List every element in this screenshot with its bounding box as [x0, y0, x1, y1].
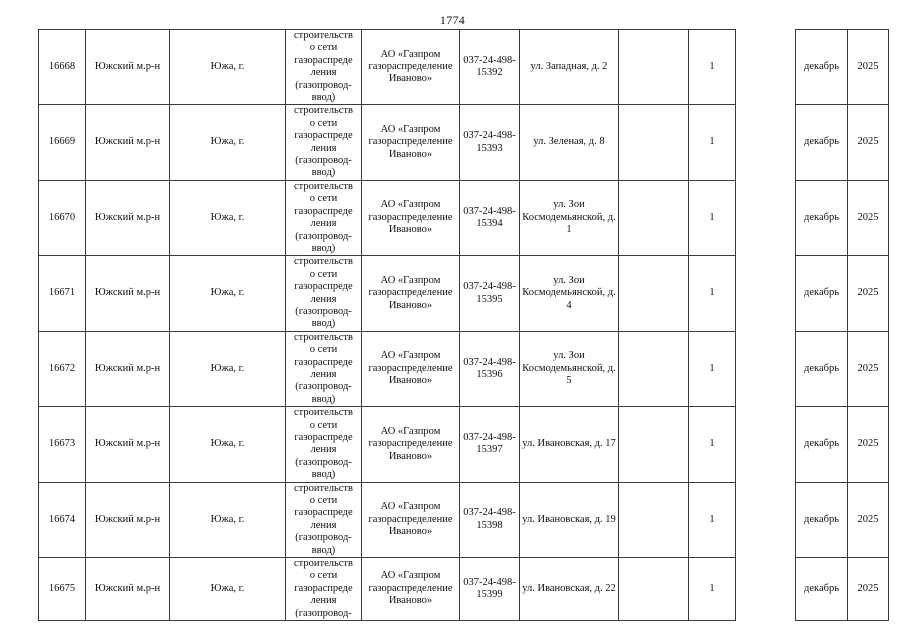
city-cell: Южа, г. — [170, 482, 286, 557]
purpose-line: о сети — [309, 419, 338, 431]
address-cell: ул. Ивановская, д. 22 — [520, 558, 619, 621]
empty-cell — [736, 482, 796, 557]
purpose-line: строительств — [294, 180, 353, 192]
empty-cell — [736, 30, 796, 105]
count-cell: 1 — [689, 105, 736, 180]
year-cell: 2025 — [848, 30, 889, 105]
year-cell: 2025 — [848, 482, 889, 557]
district-cell: Южский м.р-н — [86, 482, 170, 557]
month-cell: декабрь — [796, 558, 848, 621]
purpose-cell — [286, 105, 362, 180]
purpose-line: ления — [310, 218, 337, 230]
empty-cell — [619, 180, 689, 255]
purpose-line: строительств — [294, 256, 353, 268]
code-cell: 037-24-498-15398 — [460, 482, 520, 557]
district-cell: Южский м.р-н — [86, 558, 170, 621]
district-cell: Южский м.р-н — [86, 180, 170, 255]
purpose-line: строительств — [294, 407, 353, 419]
purpose-line: газораспреде — [294, 54, 353, 66]
purpose-line: о сети — [309, 193, 338, 205]
count-cell: 1 — [689, 407, 736, 482]
empty-cell — [619, 558, 689, 621]
city-cell: Южа, г. — [170, 256, 286, 331]
table-row — [39, 105, 889, 180]
year-cell: 2025 — [848, 105, 889, 180]
purpose-line: о сети — [309, 344, 338, 356]
table-row — [39, 482, 889, 557]
count-cell: 1 — [689, 256, 736, 331]
purpose-cell — [286, 30, 362, 105]
organization-cell: АО «Газпром газораспределение Иваново» — [362, 105, 460, 180]
count-cell: 1 — [689, 331, 736, 406]
purpose-line: ввод) — [311, 242, 336, 254]
address-cell: ул. Западная, д. 2 — [520, 30, 619, 105]
address-cell: ул. Зои Космодемьянской, д. 1 — [520, 180, 619, 255]
month-cell: декабрь — [796, 407, 848, 482]
code-cell: 037-24-498-15397 — [460, 407, 520, 482]
organization-cell: АО «Газпром газораспределение Иваново» — [362, 180, 460, 255]
table-row — [39, 558, 889, 621]
purpose-line: ления — [310, 293, 337, 305]
table-row — [39, 180, 889, 255]
purpose-line: газораспреде — [294, 432, 353, 443]
purpose-line: ввод) — [311, 92, 336, 104]
purpose-cell — [286, 558, 362, 621]
purpose-line: (газопровод- — [295, 79, 352, 91]
organization-cell: АО «Газпром газораспределение Иваново» — [362, 407, 460, 482]
organization-cell: АО «Газпром газораспределение Иваново» — [362, 30, 460, 105]
district-cell: Южский м.р-н — [86, 331, 170, 406]
purpose-line: (газопровод- — [295, 381, 352, 393]
purpose-line: строительств — [294, 105, 353, 117]
year-cell: 2025 — [848, 558, 889, 621]
purpose-line: ления — [310, 142, 337, 154]
purpose-line: ввод) — [311, 167, 336, 179]
purpose-line: газораспреде — [294, 205, 353, 217]
table-row — [39, 331, 889, 406]
page-number: 1774 — [439, 13, 466, 27]
count-cell: 1 — [689, 180, 736, 255]
month-cell: декабрь — [796, 105, 848, 180]
purpose-cell — [286, 482, 362, 557]
city-cell: Южа, г. — [170, 331, 286, 406]
organization-cell: АО «Газпром газораспределение Иваново» — [362, 331, 460, 406]
purpose-line: ввод) — [311, 469, 336, 481]
count-cell: 1 — [689, 30, 736, 105]
registry-table — [38, 29, 889, 621]
purpose-line: строительств — [294, 482, 353, 494]
purpose-line: газораспреде — [294, 582, 353, 594]
empty-cell — [736, 407, 796, 482]
code-cell: 037-24-498-15395 — [460, 256, 520, 331]
empty-cell — [736, 180, 796, 255]
purpose-line: ввод) — [311, 544, 336, 556]
month-cell: декабрь — [796, 180, 848, 255]
year-cell: 2025 — [848, 407, 889, 482]
empty-cell — [619, 30, 689, 105]
count-cell: 1 — [689, 482, 736, 557]
city-cell: Южа, г. — [170, 407, 286, 482]
address-cell: ул. Зеленая, д. 8 — [520, 105, 619, 180]
row-number: 16675 — [39, 558, 86, 621]
purpose-line: ления — [310, 519, 337, 531]
district-cell: Южский м.р-н — [86, 30, 170, 105]
code-cell: 037-24-498-15396 — [460, 331, 520, 406]
year-cell: 2025 — [848, 331, 889, 406]
address-cell: ул. Зои Космодемьянской, д. 4 — [520, 256, 619, 331]
purpose-line: ления — [310, 67, 337, 79]
purpose-line: газораспреде — [294, 507, 353, 519]
purpose-line: ввод) — [311, 318, 336, 330]
address-cell: ул. Зои Космодемьянской, д. 5 — [520, 331, 619, 406]
district-cell: Южский м.р-н — [86, 256, 170, 331]
row-number: 16669 — [39, 105, 86, 180]
purpose-line: о сети — [309, 495, 338, 507]
district-cell: Южский м.р-н — [86, 407, 170, 482]
purpose-cell — [286, 331, 362, 406]
purpose-line: строительств — [294, 331, 353, 343]
purpose-line: ления — [310, 368, 337, 380]
purpose-line: о сети — [309, 268, 338, 280]
empty-cell — [619, 256, 689, 331]
purpose-line: ввод) — [311, 393, 336, 405]
address-cell: ул. Ивановская, д. 17 — [520, 407, 619, 482]
row-number: 16674 — [39, 482, 86, 557]
city-cell: Южа, г. — [170, 105, 286, 180]
purpose-line: о сети — [309, 570, 338, 582]
row-number: 16672 — [39, 331, 86, 406]
purpose-line: (газопровод- — [295, 155, 352, 167]
row-number: 16673 — [39, 407, 86, 482]
year-cell: 2025 — [848, 256, 889, 331]
empty-cell — [736, 105, 796, 180]
empty-cell — [619, 331, 689, 406]
table-row — [39, 407, 889, 482]
code-cell: 037-24-498-15399 — [460, 558, 520, 621]
table-row — [39, 30, 889, 105]
empty-cell — [736, 256, 796, 331]
purpose-cell — [286, 256, 362, 331]
month-cell: декабрь — [796, 256, 848, 331]
purpose-line: газораспреде — [294, 130, 353, 142]
month-cell: декабрь — [796, 331, 848, 406]
purpose-line: о сети — [309, 117, 338, 129]
purpose-line: ления — [310, 444, 337, 456]
empty-cell — [736, 558, 796, 621]
purpose-line: (газопровод- — [295, 305, 352, 317]
purpose-line: о сети — [309, 42, 338, 54]
empty-cell — [619, 482, 689, 557]
city-cell: Южа, г. — [170, 180, 286, 255]
count-cell: 1 — [689, 558, 736, 621]
purpose-cell — [286, 407, 362, 482]
purpose-line: газораспреде — [294, 356, 353, 368]
empty-cell — [619, 105, 689, 180]
row-number: 16671 — [39, 256, 86, 331]
purpose-line: ления — [310, 595, 337, 607]
purpose-line: газораспреде — [294, 281, 353, 293]
purpose-line: строительств — [294, 558, 353, 570]
month-cell: декабрь — [796, 30, 848, 105]
purpose-line: (газопровод- — [295, 230, 352, 242]
purpose-line: (газопровод- — [295, 607, 352, 619]
empty-cell — [619, 407, 689, 482]
organization-cell: АО «Газпром газораспределение Иваново» — [362, 256, 460, 331]
city-cell: Южа, г. — [170, 30, 286, 105]
city-cell: Южа, г. — [170, 558, 286, 621]
code-cell: 037-24-498-15393 — [460, 105, 520, 180]
code-cell: 037-24-498-15394 — [460, 180, 520, 255]
purpose-line: (газопровод- — [295, 456, 352, 468]
purpose-cell — [286, 180, 362, 255]
row-number: 16668 — [39, 30, 86, 105]
year-cell: 2025 — [848, 180, 889, 255]
empty-cell — [736, 331, 796, 406]
purpose-line: строительств — [294, 30, 353, 41]
district-cell: Южский м.р-н — [86, 105, 170, 180]
table-row — [39, 256, 889, 331]
row-number: 16670 — [39, 180, 86, 255]
code-cell: 037-24-498-15392 — [460, 30, 520, 105]
month-cell: декабрь — [796, 482, 848, 557]
organization-cell: АО «Газпром газораспределение Иваново» — [362, 558, 460, 621]
address-cell: ул. Ивановская, д. 19 — [520, 482, 619, 557]
organization-cell: АО «Газпром газораспределение Иваново» — [362, 482, 460, 557]
purpose-line: (газопровод- — [295, 532, 352, 544]
